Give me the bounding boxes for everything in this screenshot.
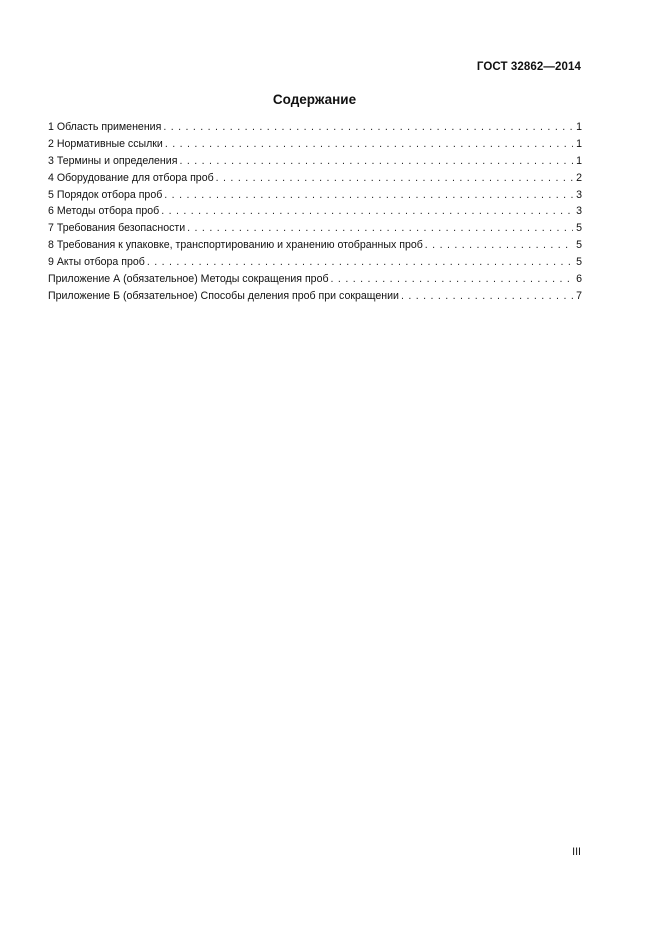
toc-leader-dots <box>401 288 573 305</box>
toc-entry[interactable] <box>48 237 582 254</box>
toc-leader-dots <box>161 203 573 220</box>
toc-entry-page: 5 <box>576 222 582 235</box>
toc-entry-label: 1 Область применения <box>48 121 162 133</box>
toc-entry-page: 5 <box>576 256 582 269</box>
document-code: ГОСТ 32862—2014 <box>476 61 581 73</box>
toc-entry-page: 3 <box>576 188 582 201</box>
toc-entry[interactable] <box>48 153 582 170</box>
toc-entry-label: 9 Акты отбора проб <box>48 256 145 269</box>
toc-entry-page: 7 <box>576 289 582 302</box>
toc-entry-label: 5 Порядок отбора проб <box>48 188 163 201</box>
toc-entry[interactable] <box>48 119 582 136</box>
toc-entry-page: 5 <box>576 239 582 252</box>
toc-entry-label: Приложение Б (обязательное) Способы деления проб при сокращении <box>48 289 399 302</box>
toc-entry-page: 1 <box>576 121 582 133</box>
toc-entry[interactable] <box>48 271 582 288</box>
toc-entry-page: 1 <box>576 154 582 167</box>
toc-leader-dots <box>425 237 573 254</box>
toc-leader-dots <box>179 153 573 170</box>
toc-entry-page: 2 <box>576 171 582 184</box>
toc-leader-dots <box>331 271 573 288</box>
table-of-contents <box>48 119 582 305</box>
page-number: III <box>572 846 581 858</box>
toc-entry-label: 8 Требования к упаковке, транспортированию и хранению отобранных проб <box>48 239 423 252</box>
toc-entry-label: Приложение А (обязательное) Методы сокращения проб <box>48 273 329 286</box>
toc-entry-page: 3 <box>576 205 582 218</box>
toc-entry-label: 2 Нормативные ссылки <box>48 137 163 150</box>
toc-entry[interactable] <box>48 203 582 220</box>
toc-leader-dots <box>165 136 573 153</box>
toc-leader-dots <box>147 254 573 271</box>
toc-leader-dots <box>187 220 573 237</box>
toc-title: Содержание <box>272 92 357 107</box>
toc-leader-dots <box>163 119 573 136</box>
toc-entry-label: 6 Методы отбора проб <box>48 205 160 218</box>
toc-entry[interactable] <box>48 136 582 153</box>
toc-entry[interactable] <box>48 288 582 305</box>
toc-entry[interactable] <box>48 254 582 271</box>
toc-entry[interactable] <box>48 187 582 204</box>
toc-leader-dots <box>164 187 573 204</box>
toc-entry[interactable] <box>48 170 582 187</box>
toc-entry-label: 7 Требования безопасности <box>48 222 186 235</box>
toc-entry-label: 4 Оборудование для отбора проб <box>48 171 214 184</box>
toc-entry-page: 6 <box>576 273 582 286</box>
toc-entry-page: 1 <box>576 137 582 150</box>
toc-leader-dots <box>216 170 573 187</box>
toc-entry[interactable] <box>48 220 582 237</box>
toc-entry-label: 3 Термины и определения <box>48 154 178 167</box>
